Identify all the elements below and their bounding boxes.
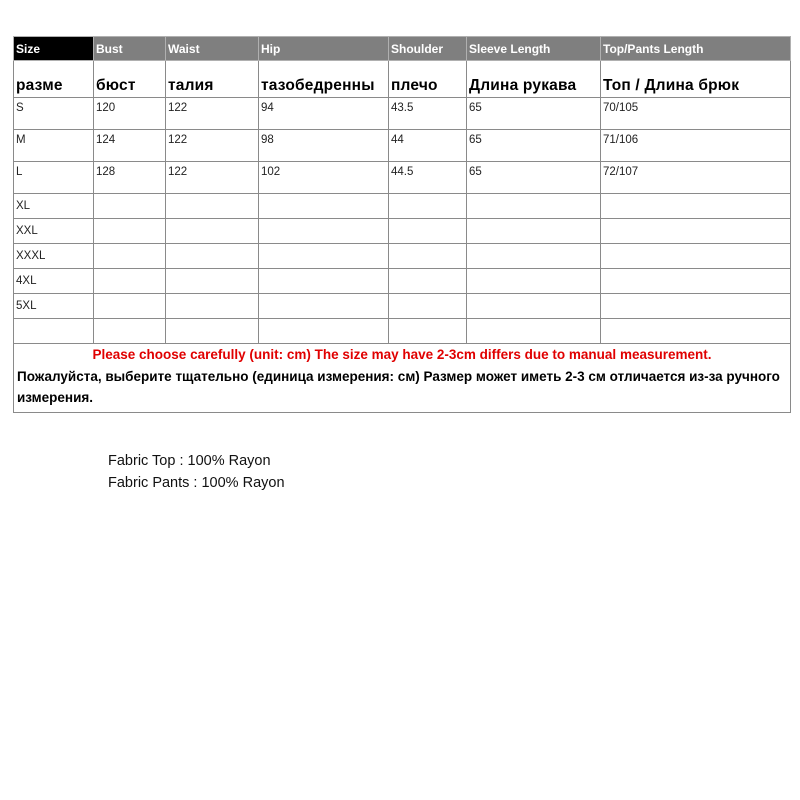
- measurement-cell: [467, 269, 601, 294]
- header-cell-en: Top/Pants Length: [601, 37, 791, 61]
- measurement-cell: 72/107: [601, 162, 791, 194]
- header-cell-ru: разме: [14, 61, 94, 98]
- measurement-cell: 102: [259, 162, 389, 194]
- measurement-cell: [389, 319, 467, 344]
- header-cell-en: Waist: [166, 37, 259, 61]
- measurement-cell: [259, 194, 389, 219]
- fabric-top-text: Fabric Top : 100% Rayon: [108, 453, 271, 469]
- table-row: [14, 162, 791, 194]
- measurement-cell: [467, 294, 601, 319]
- measurement-cell: 65: [467, 98, 601, 130]
- measurement-cell: [467, 319, 601, 344]
- measurement-cell: 128: [94, 162, 166, 194]
- measurement-cell: [389, 244, 467, 269]
- measurement-cell: [601, 269, 791, 294]
- measurement-cell: [166, 194, 259, 219]
- measurement-cell: 124: [94, 130, 166, 162]
- measurement-cell: [467, 194, 601, 219]
- size-cell: XL: [14, 194, 94, 219]
- table-row: [14, 294, 791, 319]
- measurement-cell: [389, 219, 467, 244]
- measurement-cell: [94, 294, 166, 319]
- size-cell: S: [14, 98, 94, 130]
- measurement-cell: [166, 294, 259, 319]
- table-row: [14, 219, 791, 244]
- measurement-cell: 98: [259, 130, 389, 162]
- measurement-cell: [601, 294, 791, 319]
- table-row: [14, 98, 791, 130]
- measurement-cell: [166, 219, 259, 244]
- measurement-cell: 71/106: [601, 130, 791, 162]
- header-cell-ru: Топ / Длина брюк: [601, 61, 791, 98]
- measurement-cell: 65: [467, 130, 601, 162]
- measurement-cell: [467, 219, 601, 244]
- table-row: [14, 130, 791, 162]
- header-row-english: [14, 37, 791, 61]
- note-row: [14, 344, 791, 413]
- size-cell: XXXL: [14, 244, 94, 269]
- measurement-cell: [601, 319, 791, 344]
- measurement-cell: [467, 244, 601, 269]
- header-cell-ru: талия: [166, 61, 259, 98]
- measurement-cell: [389, 194, 467, 219]
- measurement-cell: 44: [389, 130, 467, 162]
- measurement-cell: [259, 294, 389, 319]
- measurement-cell: [389, 294, 467, 319]
- measurement-cell: [259, 319, 389, 344]
- measurement-cell: [601, 194, 791, 219]
- size-chart-table: [13, 36, 791, 413]
- size-cell: 5XL: [14, 294, 94, 319]
- header-cell-en: Shoulder: [389, 37, 467, 61]
- measurement-cell: [601, 219, 791, 244]
- note-russian: Пожалуйста, выберите тщательно (единица измерения: см) Размер может иметь 2-3 см отличается из-за ручного измерения.: [17, 369, 780, 405]
- measurement-cell: 120: [94, 98, 166, 130]
- measurement-cell: 65: [467, 162, 601, 194]
- table-row: [14, 269, 791, 294]
- size-cell: L: [14, 162, 94, 194]
- measurement-cell: [94, 319, 166, 344]
- note-english: Please choose carefully (unit: cm) The size may have 2-3cm differs due to manual measurement.: [92, 347, 712, 362]
- header-cell-ru: плечо: [389, 61, 467, 98]
- header-cell-ru: бюст: [94, 61, 166, 98]
- fabric-pants-text: Fabric Pants : 100% Rayon: [108, 475, 285, 491]
- header-cell-en: Bust: [94, 37, 166, 61]
- size-cell: M: [14, 130, 94, 162]
- header-row-russian: [14, 61, 791, 98]
- measurement-cell: [94, 219, 166, 244]
- measurement-cell: [259, 244, 389, 269]
- header-cell-ru: Длина рукава: [467, 61, 601, 98]
- measurement-cell: [259, 219, 389, 244]
- table-row: [14, 244, 791, 269]
- measurement-cell: [94, 269, 166, 294]
- measurement-cell: 43.5: [389, 98, 467, 130]
- measurement-cell: 70/105: [601, 98, 791, 130]
- table-row: [14, 319, 791, 344]
- measurement-cell: [259, 269, 389, 294]
- header-cell-en: Size: [14, 37, 94, 61]
- measurement-cell: 44.5: [389, 162, 467, 194]
- measurement-cell: 94: [259, 98, 389, 130]
- measurement-cell: 122: [166, 130, 259, 162]
- measurement-cell: 122: [166, 98, 259, 130]
- size-cell: 4XL: [14, 269, 94, 294]
- header-cell-ru: тазобедренны: [259, 61, 389, 98]
- size-cell: XXL: [14, 219, 94, 244]
- header-cell-en: Hip: [259, 37, 389, 61]
- measurement-cell: [389, 269, 467, 294]
- measurement-cell: [166, 319, 259, 344]
- size-cell: [14, 319, 94, 344]
- measurement-cell: [601, 244, 791, 269]
- measurement-cell: [166, 244, 259, 269]
- measurement-cell: 122: [166, 162, 259, 194]
- measurement-cell: [94, 194, 166, 219]
- measurement-cell: [94, 244, 166, 269]
- measurement-cell: [166, 269, 259, 294]
- header-cell-en: Sleeve Length: [467, 37, 601, 61]
- table-row: [14, 194, 791, 219]
- note-cell: [14, 344, 791, 413]
